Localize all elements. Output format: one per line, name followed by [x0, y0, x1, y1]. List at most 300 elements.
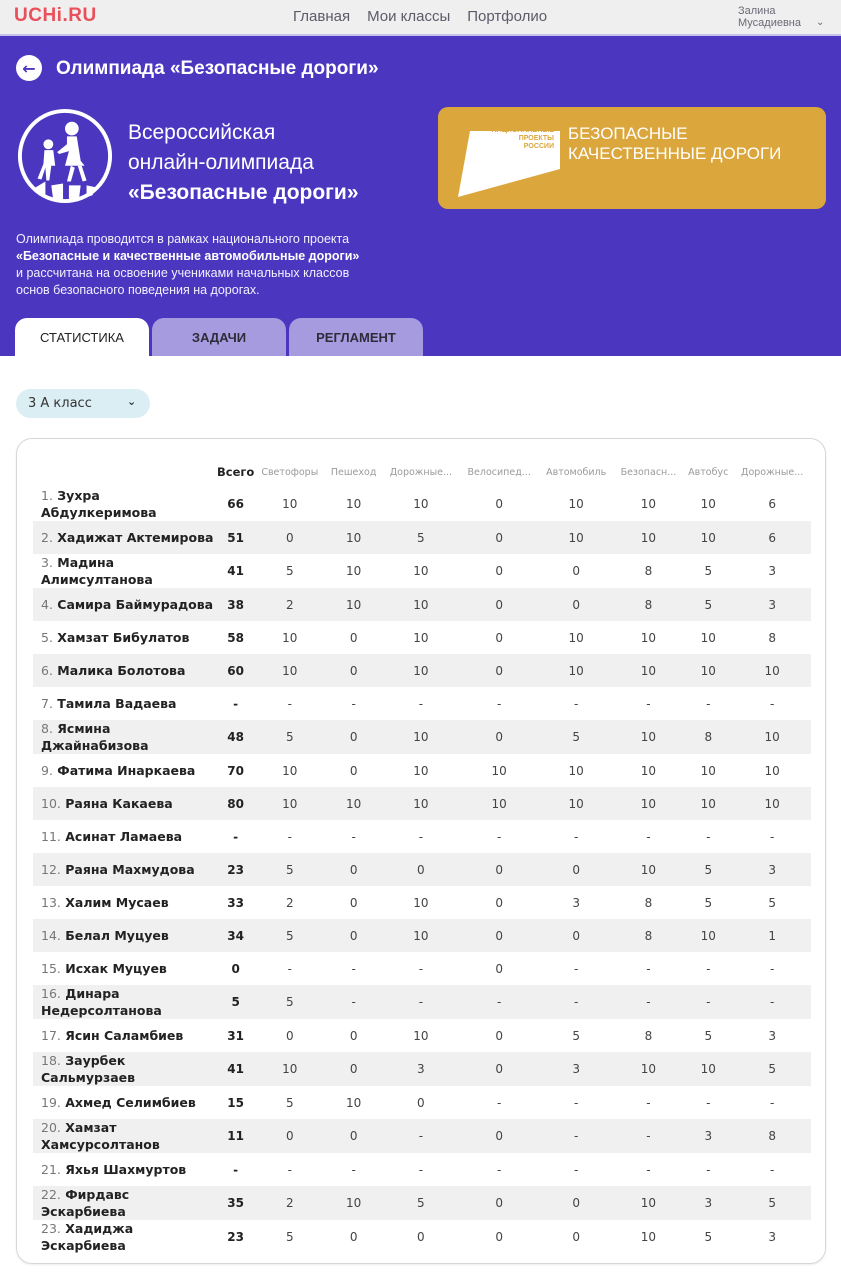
score-cell: 10	[325, 521, 382, 554]
student-rank: 17.	[41, 1028, 61, 1043]
score-cell: 5	[254, 853, 325, 886]
column-header[interactable]: Велосипед...	[467, 466, 531, 478]
student-rank: 16.	[41, 986, 61, 1001]
score-cell: 10	[346, 497, 362, 511]
student-name: Тамила Вадаева	[57, 696, 177, 711]
score-cell: 3	[382, 1052, 460, 1086]
total-score-cell: 41	[217, 1052, 254, 1086]
score-cell: 8	[644, 564, 653, 578]
student-name: Заурбек Сальмурзаев	[41, 1053, 136, 1085]
score-cell: 0	[495, 630, 503, 645]
score-cell: 10	[346, 1095, 362, 1110]
column-header[interactable]: Автобус	[688, 466, 729, 478]
score-cell: 10	[614, 521, 684, 554]
table-row	[33, 621, 811, 654]
national-projects-banner	[438, 107, 826, 209]
student-name: Мадина Алимсултанова	[41, 555, 153, 587]
student-name: Хамзат Бибулатов	[57, 630, 190, 645]
score-cell: -	[382, 1119, 460, 1153]
student-rank: 12.	[41, 862, 61, 877]
total-score-cell: 70	[227, 763, 244, 778]
score-cell: 10	[382, 919, 460, 952]
score-cell: -	[539, 1119, 614, 1153]
student-name-cell[interactable]	[33, 487, 217, 521]
student-rank: 4.	[41, 597, 53, 612]
score-cell: 10	[700, 763, 716, 778]
table-row	[33, 554, 811, 588]
table-row	[33, 521, 811, 554]
score-cell: 5	[254, 985, 325, 1019]
score-cell: -	[287, 961, 292, 976]
student-name-cell[interactable]	[33, 853, 217, 886]
score-cell: 0	[495, 1028, 503, 1043]
score-cell: 5	[768, 895, 776, 910]
student-rank: 5.	[41, 630, 53, 645]
score-cell: -	[382, 985, 460, 1019]
table-row	[33, 820, 811, 853]
score-cell: -	[497, 1095, 502, 1110]
column-header[interactable]: Автомобиль	[546, 466, 607, 478]
total-score-cell: 11	[217, 1119, 254, 1153]
table-body	[33, 487, 811, 1254]
tab-rules[interactable]: РЕГЛАМЕНТ	[289, 318, 423, 356]
table-row	[33, 1153, 811, 1186]
student-name: Фатима Инаркаева	[57, 763, 196, 778]
total-score-cell: 38	[217, 588, 254, 621]
score-cell: 5	[539, 720, 614, 754]
olympiad-emblem-icon	[16, 107, 114, 205]
score-cell: -	[706, 1162, 711, 1177]
total-score-cell: 0	[231, 961, 240, 976]
student-rank: 1.	[41, 488, 53, 503]
score-cell: 0	[539, 853, 614, 886]
total-score-cell: 35	[217, 1186, 254, 1220]
score-cell: -	[706, 1095, 711, 1110]
chevron-down-icon: ⌄	[816, 17, 825, 28]
score-cell: 0	[539, 588, 614, 621]
score-cell: -	[351, 961, 356, 976]
student-name: Малика Болотова	[57, 663, 186, 678]
score-cell: 10	[282, 763, 298, 778]
score-cell: 8	[614, 588, 684, 621]
score-cell: -	[539, 985, 614, 1019]
score-cell: -	[418, 696, 424, 711]
score-cell: 0	[349, 895, 358, 910]
score-cell: 10	[539, 521, 614, 554]
score-cell: -	[706, 696, 711, 711]
score-cell: 0	[460, 588, 539, 621]
score-cell: -	[287, 696, 292, 711]
score-cell: 10	[382, 654, 460, 687]
score-cell: 3	[683, 1119, 733, 1153]
score-cell: 5	[285, 564, 294, 578]
total-score-cell: 5	[217, 985, 254, 1019]
student-rank: 23.	[41, 1221, 61, 1236]
score-cell: 0	[460, 720, 539, 754]
student-rank: 21.	[41, 1162, 61, 1177]
column-header[interactable]: Всего	[217, 465, 255, 479]
score-cell: 5	[683, 853, 733, 886]
table-row	[33, 1119, 811, 1153]
student-name: Хадиджа Эскарбиева	[41, 1221, 134, 1253]
table-row	[33, 886, 811, 919]
student-name-cell[interactable]	[33, 1119, 217, 1153]
description-line4: основ безопасного поведения на дорогах.	[16, 283, 260, 297]
student-name: Ахмед Селимбиев	[65, 1095, 196, 1110]
score-cell: 0	[325, 654, 382, 687]
table-row	[33, 1186, 811, 1220]
score-cell: 10	[614, 1052, 684, 1086]
student-name: Раяна Махмудова	[65, 862, 195, 877]
score-cell: -	[769, 1095, 775, 1110]
score-cell: 10	[683, 787, 733, 820]
score-cell: 5	[572, 1028, 580, 1043]
class-select[interactable]	[16, 389, 150, 418]
score-cell: 10	[413, 763, 429, 778]
score-cell: 5	[683, 588, 733, 621]
student-name-cell[interactable]	[33, 621, 217, 654]
score-cell: -	[497, 696, 502, 711]
score-cell: 5	[382, 1186, 460, 1220]
score-cell: 10	[683, 919, 733, 952]
table-row	[33, 919, 811, 952]
total-score-cell: 15	[227, 1095, 244, 1110]
score-cell: 0	[460, 1119, 539, 1153]
score-cell: 6	[768, 497, 776, 511]
student-name-cell[interactable]	[33, 1086, 217, 1119]
score-cell: -	[646, 1095, 651, 1110]
score-cell: 10	[683, 521, 733, 554]
score-cell: 0	[460, 654, 539, 687]
total-score-cell: 31	[227, 1028, 244, 1043]
score-cell: 10	[568, 630, 584, 645]
student-name-cell[interactable]	[33, 1019, 217, 1052]
score-cell: 0	[285, 1028, 294, 1043]
student-name-cell[interactable]	[33, 521, 217, 554]
student-name: Зухра Абдулкеримова	[41, 488, 157, 520]
score-cell: -	[574, 696, 579, 711]
student-name-cell[interactable]	[33, 1153, 217, 1186]
olympiad-heading-line2: онлайн-олимпиада	[128, 151, 314, 174]
score-cell: -	[574, 961, 579, 976]
score-cell: 0	[325, 1119, 382, 1153]
olympiad-heading-line1: Всероссийская	[128, 121, 276, 144]
score-cell: -	[769, 961, 775, 976]
student-name-cell[interactable]	[33, 919, 217, 952]
score-cell: 0	[539, 919, 614, 952]
score-cell: 10	[325, 1186, 382, 1220]
total-score-cell: -	[233, 696, 239, 711]
score-cell: 10	[254, 787, 325, 820]
score-cell: 10	[568, 763, 584, 778]
score-cell: -	[706, 961, 711, 976]
back-button[interactable]	[16, 55, 42, 81]
student-name-cell[interactable]	[33, 787, 217, 820]
total-score-cell: -	[233, 829, 239, 844]
score-cell: -	[497, 1162, 502, 1177]
table-row	[33, 1052, 811, 1086]
total-score-cell: 60	[217, 654, 254, 687]
banner-title-line1: БЕЗОПАСНЫЕ	[568, 124, 688, 143]
score-cell: 0	[349, 1230, 358, 1244]
score-cell: 10	[733, 720, 811, 754]
table-row	[33, 853, 811, 886]
score-cell: 10	[413, 497, 429, 511]
score-cell: 3	[572, 895, 580, 910]
score-cell: 5	[285, 1230, 294, 1244]
score-cell: 10	[640, 630, 657, 645]
score-cell: 0	[539, 1186, 614, 1220]
student-name-cell[interactable]	[33, 952, 217, 985]
score-cell: 0	[460, 1052, 539, 1086]
table-row	[33, 1220, 811, 1254]
score-cell: 10	[382, 588, 460, 621]
score-cell: 10	[413, 630, 429, 645]
score-cell: 0	[460, 919, 539, 952]
score-cell: 0	[325, 720, 382, 754]
nav-my-classes[interactable]: Мои классы	[367, 8, 451, 25]
student-rank: 3.	[41, 555, 53, 570]
student-name-cell[interactable]	[33, 554, 217, 588]
table-row	[33, 487, 811, 521]
score-cell: 10	[325, 787, 382, 820]
score-cell: 0	[417, 1095, 425, 1110]
column-header-name	[33, 457, 217, 487]
score-cell: 10	[640, 763, 657, 778]
description-line1: Олимпиада проводится в рамках национального проекта	[16, 232, 350, 246]
score-cell: 0	[349, 630, 358, 645]
score-cell: 8	[733, 1119, 811, 1153]
student-rank: 18.	[41, 1053, 61, 1068]
banner-small-line2: ПРОЕКТЫ	[518, 135, 554, 142]
score-cell: 10	[413, 895, 429, 910]
score-cell: -	[614, 985, 684, 1019]
score-cell: 5	[254, 720, 325, 754]
student-name-cell[interactable]	[33, 588, 217, 621]
score-cell: 10	[539, 654, 614, 687]
score-cell: 10	[282, 630, 298, 645]
score-cell: -	[646, 696, 651, 711]
total-score-cell: 48	[217, 720, 254, 754]
student-name: Исхак Муцуев	[65, 961, 167, 976]
student-name: Асинат Ламаева	[65, 829, 183, 844]
score-cell: 0	[417, 1230, 425, 1244]
score-cell: -	[325, 985, 382, 1019]
score-cell: 2	[254, 588, 325, 621]
score-cell: 10	[640, 497, 657, 511]
score-cell: -	[769, 829, 775, 844]
nav-home[interactable]: Главная	[293, 8, 351, 25]
score-cell: 5	[285, 1095, 294, 1110]
total-score-cell: 33	[227, 895, 244, 910]
total-score-cell: 80	[217, 787, 254, 820]
score-cell: 10	[614, 720, 684, 754]
score-cell: 10	[683, 654, 733, 687]
score-cell: 0	[460, 521, 539, 554]
banner-title-line2: КАЧЕСТВЕННЫЕ ДОРОГИ	[568, 144, 782, 163]
student-name-cell[interactable]	[33, 754, 217, 787]
student-rank: 13.	[41, 895, 61, 910]
score-cell: -	[646, 829, 651, 844]
score-cell: 10	[683, 1052, 733, 1086]
student-name: Халим Мусаев	[65, 895, 169, 910]
student-name-cell[interactable]	[33, 1220, 217, 1254]
student-rank: 14.	[41, 928, 61, 943]
student-name-cell[interactable]	[33, 820, 217, 853]
table-row	[33, 720, 811, 754]
olympiad-hero	[0, 36, 841, 356]
score-cell: 10	[254, 1052, 325, 1086]
score-cell: 5	[382, 521, 460, 554]
table-row	[33, 1019, 811, 1052]
score-cell: 2	[285, 895, 294, 910]
score-cell: -	[769, 696, 775, 711]
national-projects-text	[484, 127, 554, 151]
banner-small-line1: НАЦИОНАЛЬНЫЕ	[491, 127, 554, 134]
score-cell: 10	[539, 787, 614, 820]
total-score-cell: 41	[227, 564, 244, 578]
score-cell: -	[769, 1162, 775, 1177]
student-rank: 8.	[41, 721, 53, 736]
score-cell: 10	[382, 720, 460, 754]
score-cell: 8	[644, 895, 653, 910]
student-rank: 20.	[41, 1120, 61, 1135]
olympiad-heading-line3: «Безопасные дороги»	[128, 181, 359, 204]
column-header[interactable]: Светофоры	[261, 466, 319, 478]
score-cell: 0	[495, 497, 503, 511]
score-cell: 0	[349, 1028, 358, 1043]
score-cell: -	[706, 829, 711, 844]
total-score-cell: 51	[217, 521, 254, 554]
student-name: Ясин Саламбиев	[65, 1028, 184, 1043]
score-cell: 0	[382, 853, 460, 886]
description-line3: и рассчитана на освоение учениками начальных классов	[16, 266, 350, 280]
score-cell: 10	[382, 787, 460, 820]
score-cell: 10	[614, 853, 684, 886]
score-cell: 0	[495, 564, 503, 578]
score-cell: 10	[700, 630, 716, 645]
tab-statistics[interactable]: СТАТИСТИКА	[15, 318, 149, 356]
student-name: Ясмина Джайнабизова	[41, 721, 149, 753]
student-name: Яхья Шахмуртов	[65, 1162, 187, 1177]
score-cell: -	[574, 1162, 579, 1177]
score-cell: 2	[254, 1186, 325, 1220]
score-cell: 10	[413, 564, 429, 578]
main-nav	[293, 8, 547, 25]
score-cell: 10	[733, 654, 811, 687]
uchi-logo[interactable]: UCHi.RU	[14, 5, 97, 26]
score-cell: 3	[768, 1230, 776, 1244]
score-cell: 3	[768, 1028, 776, 1043]
column-header[interactable]: Дорожные...	[389, 466, 452, 478]
user-first-name: Залина	[738, 5, 776, 17]
student-rank: 15.	[41, 961, 61, 976]
column-header[interactable]: Пешеход	[330, 466, 377, 478]
score-cell: 3	[539, 1052, 614, 1086]
table-row	[33, 754, 811, 787]
score-cell: 0	[325, 919, 382, 952]
olympiad-heading	[128, 118, 359, 208]
tab-tasks[interactable]: ЗАДАЧИ	[152, 318, 286, 356]
student-name-cell[interactable]	[33, 1186, 217, 1220]
student-name: Фирдавс Эскарбиева	[41, 1187, 130, 1219]
score-cell: 0	[254, 1119, 325, 1153]
score-cell: -	[497, 829, 502, 844]
total-score-cell: 23	[227, 1230, 244, 1244]
student-rank: 2.	[41, 530, 53, 545]
student-name-cell[interactable]	[33, 654, 217, 687]
score-cell: -	[351, 1162, 356, 1177]
student-name-cell[interactable]	[33, 687, 217, 720]
total-score-cell: 23	[217, 853, 254, 886]
total-score-cell: 34	[217, 919, 254, 952]
score-cell: 10	[614, 1186, 684, 1220]
score-cell: -	[646, 961, 651, 976]
student-name-cell[interactable]	[33, 1052, 217, 1086]
score-cell: 3	[768, 564, 776, 578]
table-row	[33, 787, 811, 820]
score-cell: -	[351, 696, 356, 711]
score-cell: -	[574, 829, 579, 844]
student-rank: 11.	[41, 829, 61, 844]
student-name-cell[interactable]	[33, 886, 217, 919]
student-rank: 19.	[41, 1095, 61, 1110]
column-header[interactable]: Безопасн...	[620, 466, 677, 478]
student-rank: 22.	[41, 1187, 61, 1202]
score-cell: -	[683, 985, 733, 1019]
column-header[interactable]: Дорожные...	[741, 466, 804, 478]
score-cell: 10	[640, 1230, 657, 1244]
score-cell: 6	[733, 521, 811, 554]
score-cell: 0	[495, 961, 503, 976]
table-row	[33, 687, 811, 720]
student-name: Белал Муцуев	[65, 928, 169, 943]
results-table	[33, 457, 811, 1254]
score-cell: 5	[254, 919, 325, 952]
olympiad-description	[16, 231, 436, 299]
chevron-down-icon: ⌄	[127, 395, 137, 408]
table-row	[33, 952, 811, 985]
score-cell: 0	[572, 1230, 580, 1244]
score-cell: -	[418, 961, 424, 976]
score-cell: 0	[460, 1186, 539, 1220]
student-rank: 7.	[41, 696, 53, 711]
score-cell: -	[574, 1095, 579, 1110]
score-cell: 10	[460, 787, 539, 820]
score-cell: -	[614, 1119, 684, 1153]
tab-bar	[15, 318, 423, 356]
student-name: Самира Баймурадова	[57, 597, 214, 612]
score-cell: -	[287, 1162, 292, 1177]
student-name-cell[interactable]	[33, 720, 217, 754]
score-cell: 5	[704, 564, 713, 578]
student-rank: 10.	[41, 796, 61, 811]
student-name-cell[interactable]	[33, 985, 217, 1019]
score-cell: 1	[733, 919, 811, 952]
student-rank: 6.	[41, 663, 53, 678]
score-cell: 8	[614, 919, 684, 952]
user-menu[interactable]	[738, 5, 825, 29]
nav-portfolio[interactable]: Портфолио	[467, 8, 548, 25]
score-cell: 0	[349, 763, 358, 778]
student-rank: 9.	[41, 763, 53, 778]
class-select-value: 3 А класс	[28, 396, 92, 411]
table-row	[33, 588, 811, 621]
score-cell: 8	[768, 630, 776, 645]
total-score-cell: -	[233, 1162, 239, 1177]
score-cell: 8	[683, 720, 733, 754]
score-cell: 10	[325, 588, 382, 621]
